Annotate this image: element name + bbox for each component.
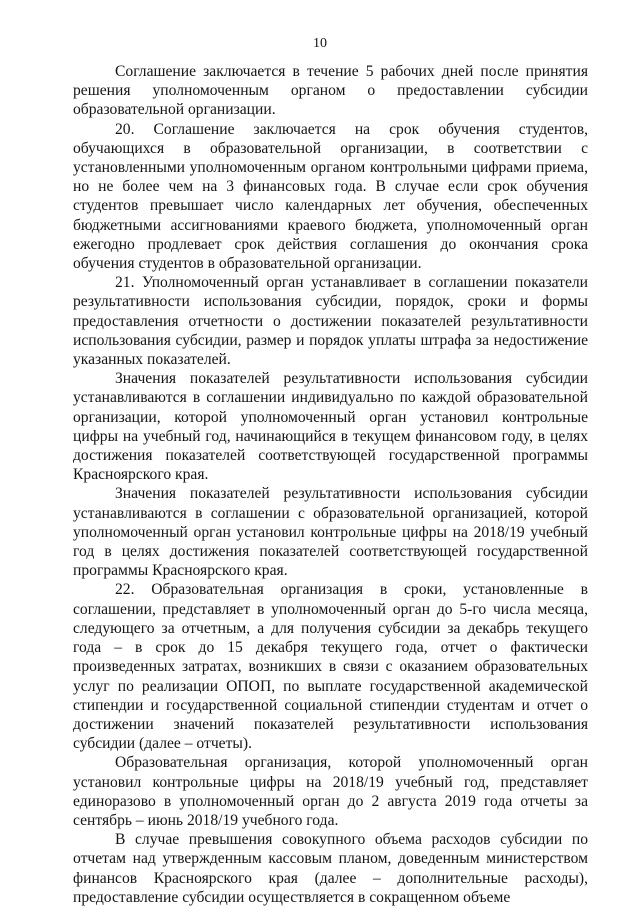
paragraph-21: 21. Уполномоченный орган устанавливает в соглашении показатели результативности использования субсидии, порядок, сроки и формы предоставления отчетности о достижении показателей результативности использования субсидии, размер и порядок уплаты штрафа за недостижение указанных показателей.	[73, 274, 588, 369]
paragraph-additional-expenses: В случае превышения совокупного объема расходов субсидии по отчетам над утвержденным кассовым планом, доведенным министерством финансов Красноярского края (далее – дополнительные расходы), предоставление субсидии осуществляется в сокращенном объеме	[73, 831, 588, 906]
paragraph-indicator-values-individual: Значения показателей результативности использования субсидии устанавливаются в соглашении индивидуально по каждой образовательной организации, которой уполномоченный орган установил контрольные цифры на учебный год, начинающийся в текущем финансовом году, в целях достижения показателей соответствующей государственной программы Красноярского края.	[73, 370, 588, 484]
paragraph-one-time-report: Образовательная организация, которой уполномоченный орган установил контрольные цифры на 2018/19 учебный год, представляет единоразово в уполномоченный орган до 2 августа 2019 года отчеты за сентябрь – июнь 2018/19 учебного года.	[73, 754, 588, 829]
document-body	[73, 62, 588, 907]
paragraph-22: 22. Образовательная организация в сроки, установленные в соглашении, представляет в уполномоченный орган до 5-го числа месяца, следующего за отчетным, а для получения субсидии за декабрь текущего года – в срок до 15 декабря текущего года, отчет о фактически произведенных затратах, возникших в связи с оказанием образовательных услуг по реализации ОПОП, по выплате государственной академической стипендии и государственной социальной стипендии студентам и отчет о достижении значений показателей результативности использования субсидии (далее – отчеты).	[73, 581, 588, 753]
paragraph-indicator-values-2018-19: Значения показателей результативности использования субсидии устанавливаются в соглашении с образовательной организацией, которой уполномоченный орган установил контрольные цифры на 2018/19 учебный год в целях достижения показателей соответствующей государственной программы Красноярского края.	[73, 485, 588, 580]
paragraph-20: 20. Соглашение заключается на срок обучения студентов, обучающихся в образовательной организации, в соответствии с установленными уполномоченным органом контрольными цифрами приема, но не более чем на 3 финансовых года. В случае если срок обучения студентов превышает число календарных лет обучения, обеспеченных бюджетными ассигнованиями краевого бюджета, уполномоченный орган ежегодно продлевает срок действия соглашения до окончания срока обучения студентов в образовательной организации.	[73, 120, 588, 273]
paragraph-agreement-term: Соглашение заключается в течение 5 рабочих дней после принятия решения уполномоченным органом о предоставлении субсидии образовательной организации.	[73, 63, 588, 119]
page-number: 10	[313, 36, 327, 51]
